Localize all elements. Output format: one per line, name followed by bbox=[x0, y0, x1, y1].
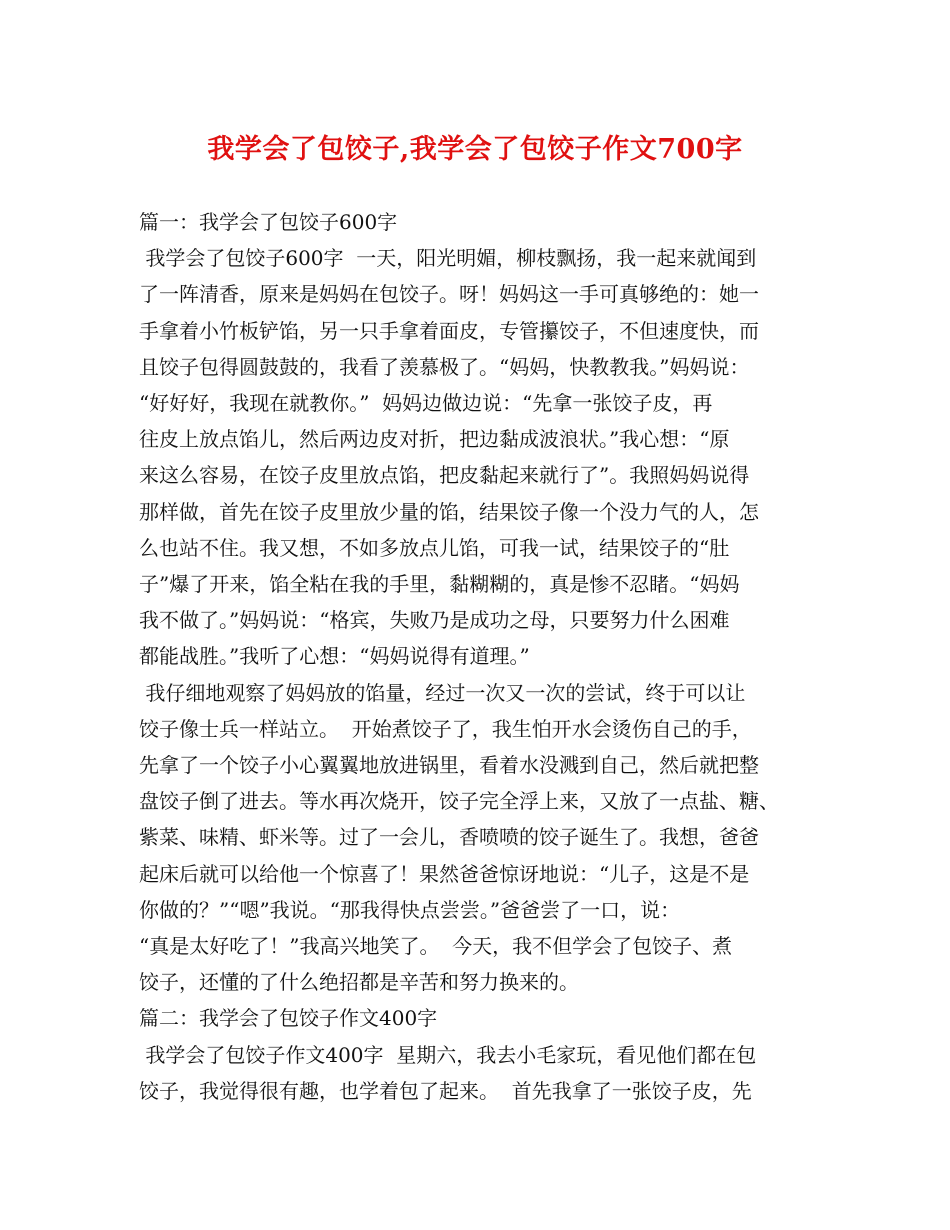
text-line: “好好好，我现在就教你。” 妈妈边做边说：“先拿一张饺子皮，再 bbox=[139, 391, 713, 416]
text-line: 且饺子包得圆鼓鼓的，我看了羡慕极了。“妈妈，快教教我。”妈妈说： bbox=[139, 354, 750, 379]
text-line: 了一阵清香，原来是妈妈在包饺子。呀！妈妈这一手可真够绝的：她一 bbox=[139, 282, 759, 307]
text-line: 手拿着小竹板铲馅，另一只手拿着面皮，专管攥饺子，不但速度快，而 bbox=[139, 318, 759, 343]
text-line: 我仔细地观察了妈妈放的馅量，经过一次又一次的尝试，终于可以让 bbox=[139, 680, 746, 705]
text-line: 篇一：我学会了包饺子600字 bbox=[139, 210, 398, 234]
text-line: 子”爆了开来，馅全粘在我的手里，黏糊糊的，真是惨不忍睹。“妈妈 bbox=[139, 572, 740, 597]
text-line: 起床后就可以给他一个惊喜了！果然爸爸惊讶地说：“儿子，这是不是 bbox=[139, 861, 750, 886]
text-line: 我学会了包饺子600字 一天，阳光明媚，柳枝飘扬，我一起来就闻到 bbox=[139, 246, 757, 271]
text-line: 都能战胜。”我听了心想：“妈妈说得有道理。” bbox=[139, 644, 530, 669]
text-line: “真是太好吃了！”我高兴地笑了。 今天，我不但学会了包饺子、煮 bbox=[139, 934, 733, 959]
text-line: 那样做，首先在饺子皮里放少量的馅，结果饺子像一个没力气的人，怎 bbox=[139, 499, 759, 524]
text-line: 来这么容易，在饺子皮里放点馅，把皮黏起来就行了”。我照妈妈说得 bbox=[139, 463, 750, 488]
text-line: 你做的？”“嗯”我说。“那我得快点尝尝。”爸爸尝了一口，说： bbox=[139, 897, 681, 922]
text-line: 盘饺子倒了进去。等水再次烧开，饺子完全浮上来，又放了一点盐、糖、 bbox=[139, 789, 779, 814]
text-line: 往皮上放点馅儿，然后两边皮对折，把边黏成波浪状。”我心想：“原 bbox=[139, 427, 730, 452]
text-line: 么也站不住。我又想，不如多放点儿馅，可我一试，结果饺子的“肚 bbox=[139, 535, 730, 560]
document-body bbox=[139, 204, 829, 1109]
document-title: 我学会了包饺子,我学会了包饺子作文700字 bbox=[207, 134, 743, 165]
section-heading: 篇二：我学会了包饺子作文400字 bbox=[139, 1006, 438, 1031]
text-line: 我学会了包饺子作文400字 星期六，我去小毛家玩，看见他们都在包 bbox=[139, 1042, 757, 1067]
text-line: 我不做了。”妈妈说：“格宾，失败乃是成功之母，只要努力什么困难 bbox=[139, 608, 730, 633]
text-line: 饺子，还懂的了什么绝招都是辛苦和努力换来的。 bbox=[139, 970, 579, 995]
text-line: 饺子像士兵一样站立。 开始煮饺子了，我生怕开水会烫伤自己的手， bbox=[139, 716, 752, 741]
text-line: 先拿了一个饺子小心翼翼地放进锅里，看着水没溅到自己，然后就把整 bbox=[139, 753, 759, 778]
text-line: 饺子，我觉得很有趣，也学着包了起来。 首先我拿了一张饺子皮，先 bbox=[139, 1078, 752, 1103]
text-line: 紫菜、味精、虾米等。过了一会儿，香喷喷的饺子诞生了。我想，爸爸 bbox=[139, 825, 759, 850]
